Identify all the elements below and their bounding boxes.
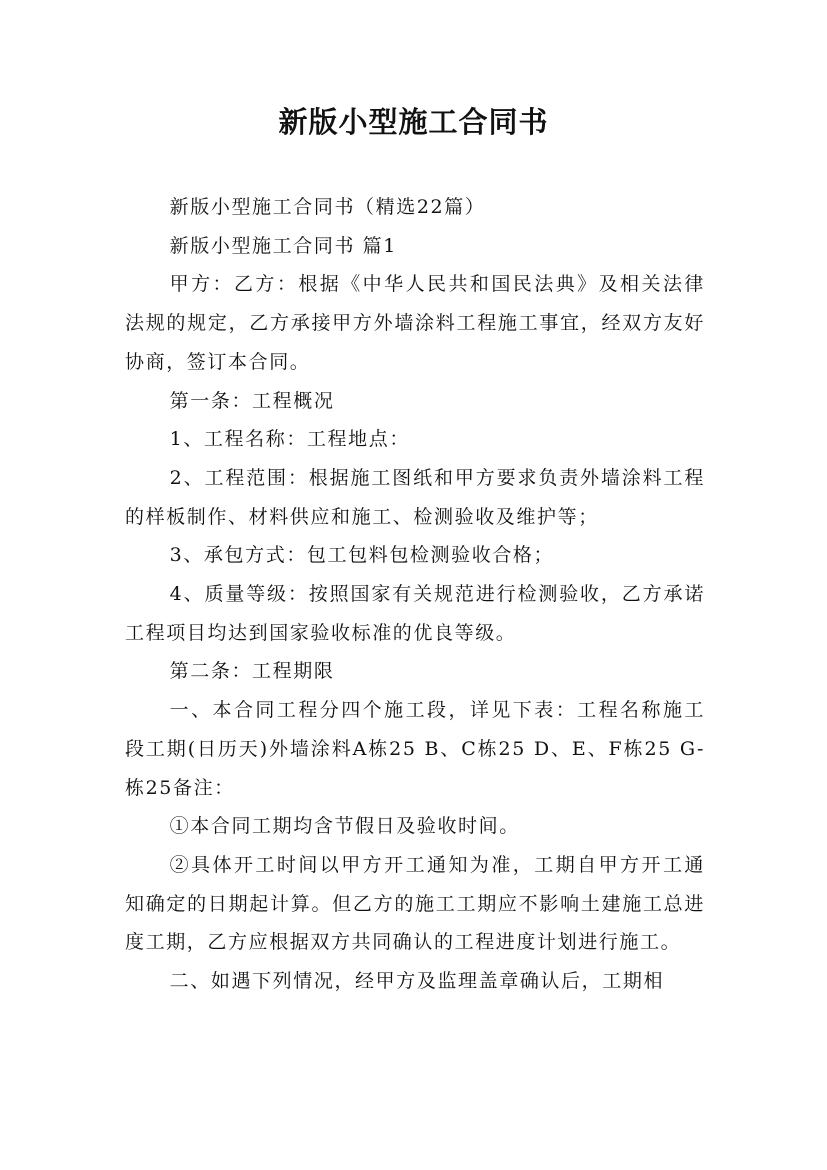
section-heading: 第一条：工程概况 — [169, 389, 335, 412]
paragraph: 二、如遇下列情况，经甲方及监理盖章确认后，工期相 — [169, 970, 665, 993]
document-title: 新版小型施工合同书 — [278, 105, 549, 139]
paragraph: 甲方：乙方：根据《中华人民共和国民法典》及相关法律法规的规定，乙方承接甲方外墙涂料工程施工事宜，经双方友好协商，签订本合同。 — [125, 273, 705, 373]
paragraph: 新版小型施工合同书（精选22篇） — [169, 196, 486, 218]
paragraph: 4、质量等级：按照国家有关规范进行检测验收，乙方承诺工程项目均达到国家验收标准的优良等级。 — [125, 583, 705, 644]
document-body — [125, 188, 705, 1001]
paragraph: ①本合同工期均含节假日及验收时间。 — [169, 815, 520, 838]
paragraph: 新版小型施工合同书 篇1 — [169, 234, 397, 257]
section-heading: 第二条：工程期限 — [169, 660, 335, 683]
paragraph: 一、本合同工程分四个施工段，详见下表：工程名称施工段工期(日历天)外墙涂料A栋25 B、C栋25 D、E、F栋25 G-栋25备注： — [125, 699, 705, 799]
paragraph: 3、承包方式：包工包料包检测验收合格； — [169, 544, 555, 567]
paragraph: 2、工程范围：根据施工图纸和甲方要求负责外墙涂料工程的样板制作、材料供应和施工、检测验收及维护等； — [125, 466, 705, 528]
paragraph: ②具体开工时间以甲方开工通知为准，工期自甲方开工通知确定的日期起计算。但乙方的施工工期应不影响土建施工总进度工期，乙方应根据双方共同确认的工程进度计划进行施工。 — [125, 853, 705, 954]
paragraph: 1、工程名称：工程地点： — [169, 428, 410, 451]
